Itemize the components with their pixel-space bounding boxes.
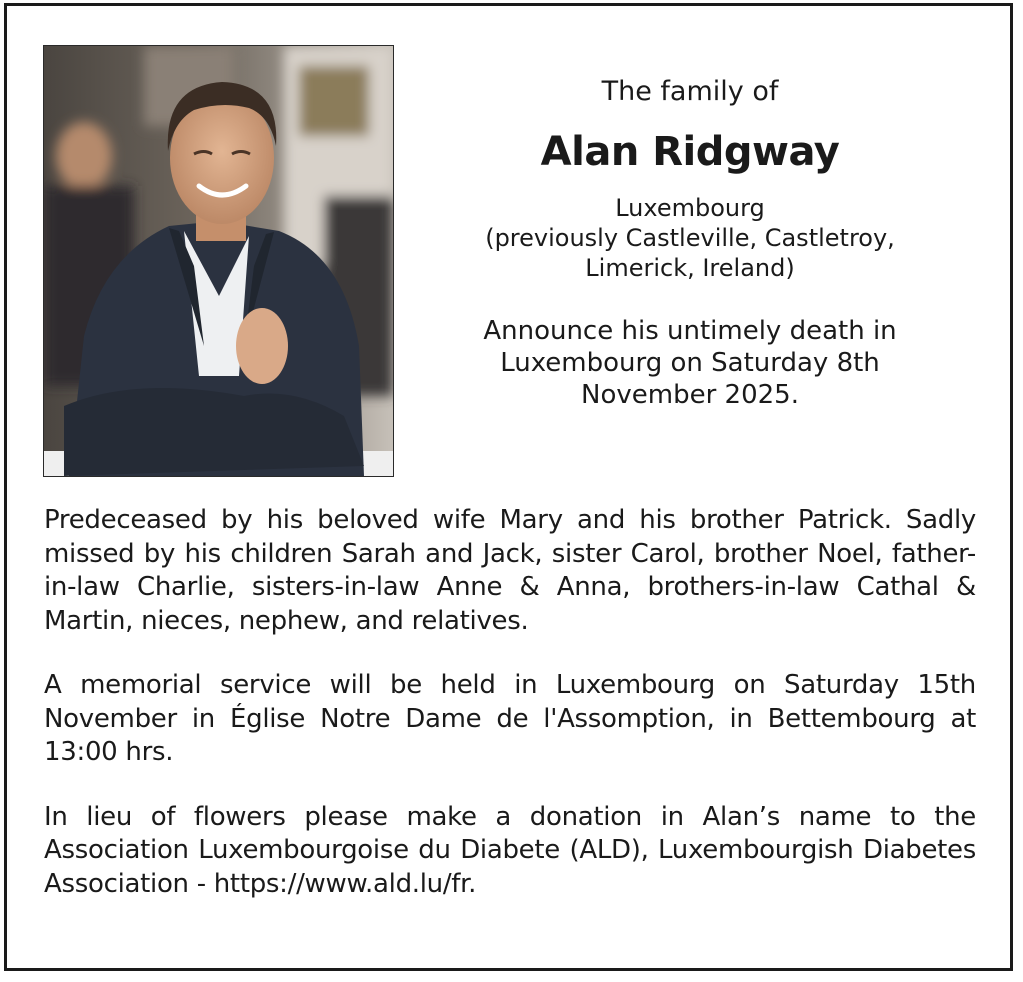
location-line: Luxembourg (615, 194, 765, 222)
death-announcement: Announce his untimely death in Luxembourg on Saturday 8th November 2025. (483, 316, 897, 410)
portrait-photo (43, 45, 394, 477)
obituary-body (44, 504, 976, 901)
memorial-paragraph: A memorial service will be held in Luxembourg on Saturday 15th November in Église Notre Dame de l'Assomption, in Bettembourg at 13:00 hrs. (44, 670, 976, 767)
location-line: Limerick, Ireland) (585, 254, 795, 282)
intro-text: The family of (601, 76, 779, 107)
obituary-header (420, 75, 960, 411)
deceased-name: Alan Ridgway (540, 129, 840, 175)
location-block (420, 193, 960, 283)
family-paragraph: Predeceased by his beloved wife Mary and his brother Patrick. Sadly missed by his children Sarah and Jack, sister Carol, brother Noel, father-in-law Charlie, sisters-in-law Anne & Anna, brothers-in-law Cathal & Martin, nieces, nephew, and relatives. (44, 505, 976, 636)
donation-paragraph: In lieu of flowers please make a donation in Alan’s name to the Association Luxembourgoise du Diabete (ALD), Luxembourgish Diabetes Association - https://www.ald.lu/fr. (44, 801, 976, 899)
location-line: (previously Castleville, Castletroy, (485, 224, 895, 252)
